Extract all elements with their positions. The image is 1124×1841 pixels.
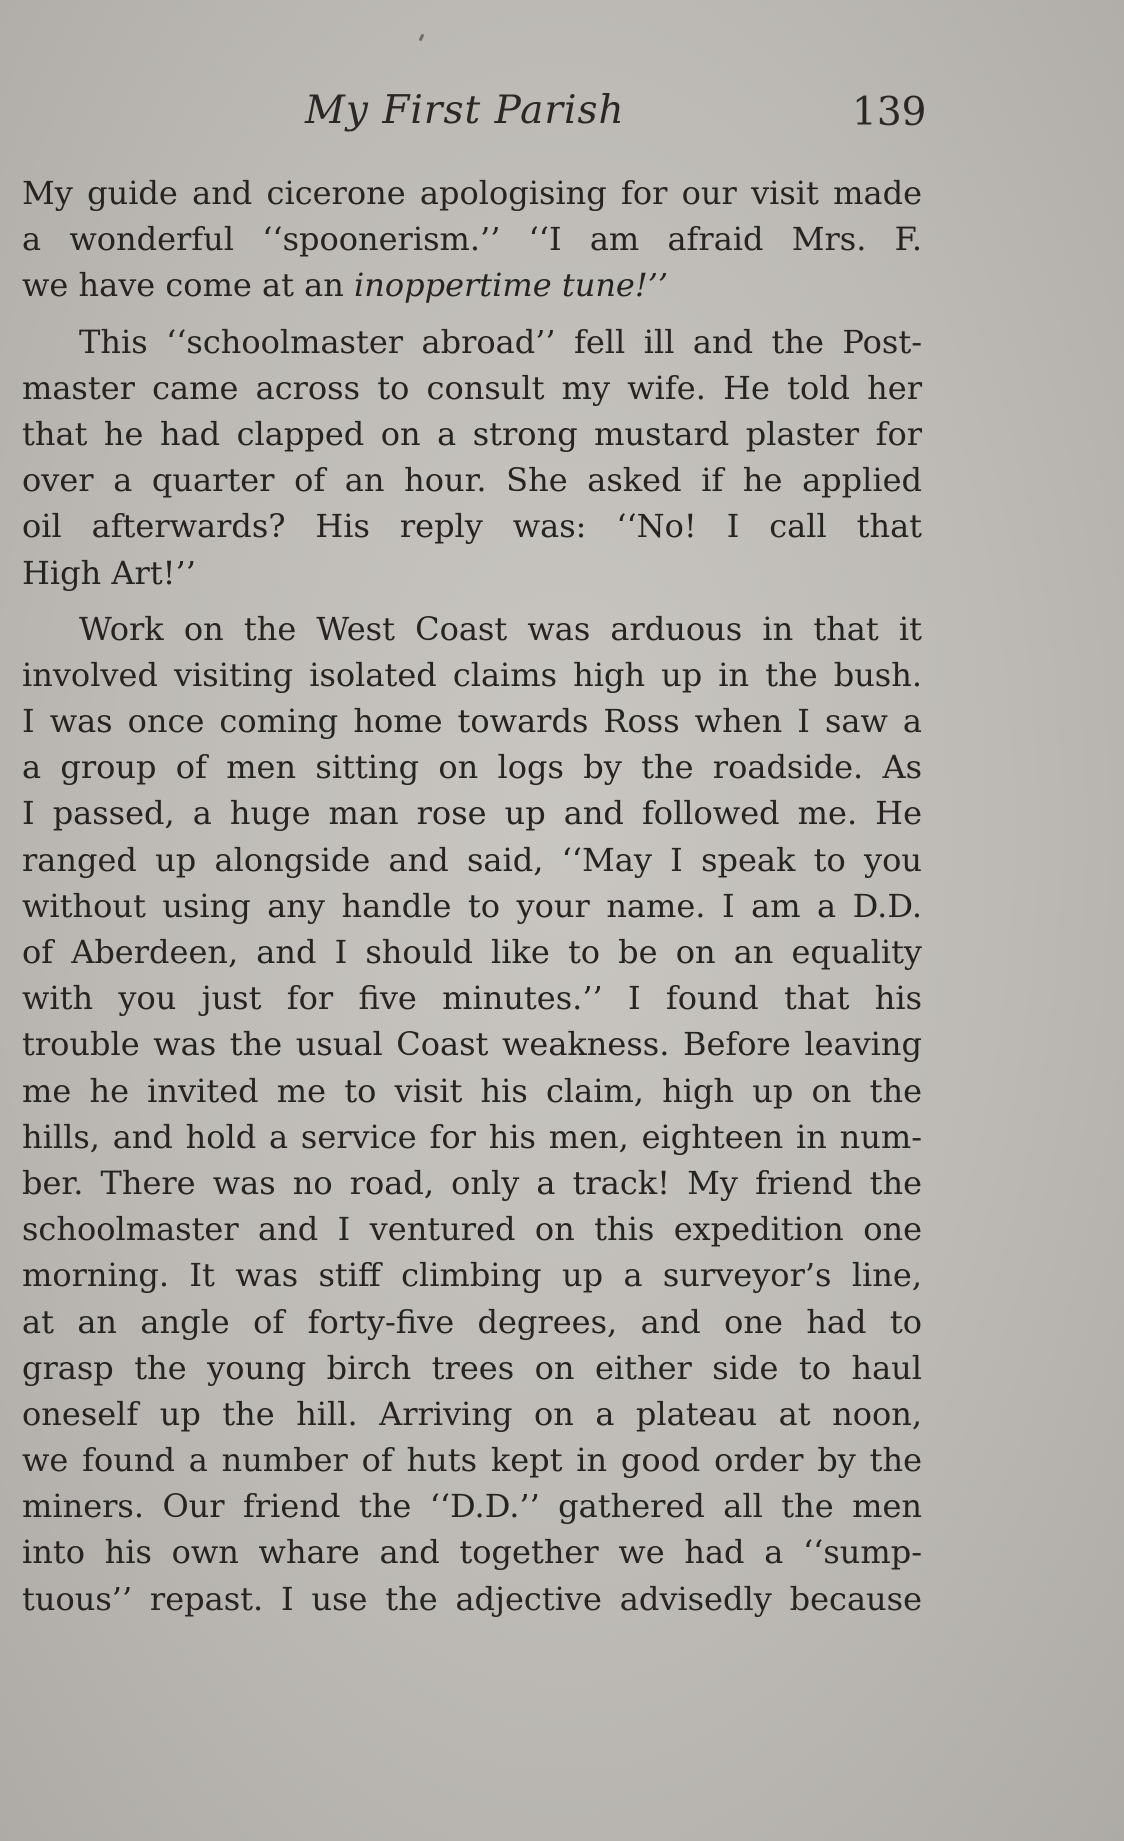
text-line: ber. There was no road, only a track! My friend the (22, 1163, 922, 1202)
text-line: we found a number of huts kept in good order by the (22, 1441, 922, 1480)
paragraph (22, 319, 922, 596)
text-line: a group of men sitting on logs by the roadside. As (22, 748, 922, 787)
running-title: My First Parish (305, 88, 625, 133)
text-line: I was once coming home towards Ross when I saw a (22, 702, 922, 741)
text-line: Work on the West Coast was arduous in that it (79, 609, 922, 648)
text-line: morning. It was stiff climbing up a surveyor’s line, (22, 1256, 922, 1295)
text-line: that he had clapped on a strong mustard plaster for (22, 414, 922, 453)
text-line: tuous’’ repast. I use the adjective advisedly because (22, 1579, 922, 1618)
page-number: 139 (852, 90, 927, 135)
text-line: me he invited me to visit his claim, high up on the (22, 1071, 922, 1110)
text-line: hills, and hold a service for his men, eighteen in num- (22, 1117, 922, 1156)
paragraph (22, 170, 922, 309)
paragraph-gap (22, 309, 922, 319)
text-line: schoolmaster and I ventured on this expedition one (22, 1210, 922, 1249)
text-line: a wonderful ‘‘spoonerism.’’ ‘‘I am afraid Mrs. F. (22, 220, 922, 259)
text-line: involved visiting isolated claims high up in the bush. (22, 655, 922, 694)
text-line: at an angle of forty-five degrees, and one had to (22, 1302, 922, 1341)
text-line: High Art!’’ (22, 553, 196, 592)
text-line: grasp the young birch trees on either side to haul (22, 1348, 922, 1387)
text-line: oneself up the hill. Arriving on a plateau at noon, (22, 1394, 922, 1433)
body-text (22, 170, 922, 1622)
text-line: I passed, a huge man rose up and followed me. He (22, 794, 922, 833)
text-line: without using any handle to your name. I am a D.D. (22, 886, 922, 925)
text-line: This ‘‘schoolmaster abroad’’ fell ill and the Post- (79, 322, 922, 361)
text-line: ranged up alongside and said, ‘‘May I speak to you (22, 840, 922, 879)
text-line: trouble was the usual Coast weakness. Before leaving (22, 1025, 922, 1064)
text-line (22, 262, 922, 308)
text-line: into his own whare and together we had a ‘‘sump- (22, 1533, 922, 1572)
paper-speck (419, 34, 425, 42)
text-line: oil afterwards? His reply was: ‘‘No! I call that (22, 507, 922, 546)
text-line: My guide and cicerone apologising for our visit made (22, 174, 922, 212)
text-line: miners. Our friend the ‘‘D.D.’’ gathered all the men (22, 1487, 922, 1526)
paragraph (22, 606, 922, 1622)
text-line: with you just for five minutes.’’ I found that his (22, 979, 922, 1018)
text-line: of Aberdeen, and I should like to be on an equality (22, 933, 922, 971)
page-header (0, 88, 1124, 144)
text-line: over a quarter of an hour. She asked if he applied (22, 461, 922, 500)
italic-text-run: inoppertime tune!’’ (353, 266, 669, 305)
text-line: master came across to consult my wife. He told her (22, 368, 922, 407)
paragraph-gap (22, 596, 922, 606)
text-run: we have come at an (22, 266, 354, 305)
